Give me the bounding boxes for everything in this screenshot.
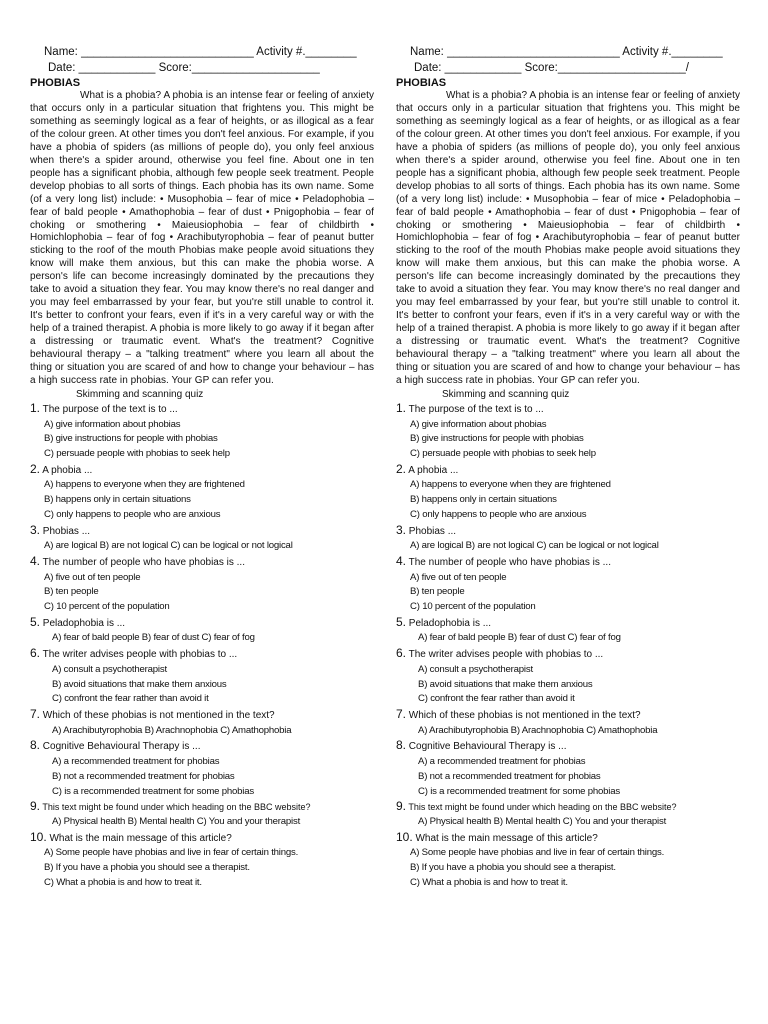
quiz-option: A) fear of bald people B) fear of dust C) fear of fog <box>418 632 621 644</box>
question-number: 2. <box>396 461 407 476</box>
quiz-option: A) give information about phobias <box>44 418 181 430</box>
question-text: Cognitive Behavioural Therapy is ... <box>42 741 201 753</box>
quiz-option: A) consult a psychotherapist <box>418 663 533 675</box>
quiz-question <box>396 523 740 540</box>
name-activity-line: Name: ___________________________ Activity #.________ <box>410 46 723 58</box>
quiz-question <box>396 646 740 663</box>
quiz-question <box>30 554 374 571</box>
question-number: 5. <box>30 614 41 629</box>
quiz-title: Skimming and scanning quiz <box>442 388 570 400</box>
quiz-option: C) 10 percent of the population <box>44 601 170 613</box>
question-number: 6. <box>30 646 41 661</box>
quiz-question <box>396 615 740 632</box>
quiz-question <box>30 799 374 815</box>
question-text: Which of these phobias is not mentioned in the text? <box>42 709 275 721</box>
page-title: PHOBIAS <box>30 77 81 89</box>
quiz-option: C) is a recommended treatment for some phobias <box>52 785 254 797</box>
date-score-line: Date: ____________ Score:____________________/ <box>414 62 689 74</box>
question-text: Which of these phobias is not mentioned in the text? <box>408 709 641 721</box>
worksheet-left <box>30 44 374 890</box>
question-text: This text might be found under which heading on the BBC website? <box>42 802 311 813</box>
question-text: The number of people who have phobias is ... <box>408 556 611 568</box>
question-text: Phobias ... <box>408 525 457 537</box>
question-text: What is the main message of this article? <box>415 832 598 844</box>
question-number: 1. <box>30 400 41 415</box>
passage: What is a phobia? A phobia is an intense fear or feeling of anxiety that occurs only in a particular situation that frightens you. This might be something as seemingly logical as a fear of heights, or as illogical as a fear of the colour green. At other times you don't feel anxious. For example, if you have a phobia of spiders (as millions of people do), you only feel anxious when there's a spider around, otherwise you feel fine. About one in ten people has a significant phobia, although few people seek treatment. People develop phobias to all sorts of things. Each phobia has its own name. Some (of a very long list) include: • Musophobia – fear of mice • Peladophobia – fear of bald people • Amathophobia – fear of dust • Pnigophobia – fear of choking or smothering • Maieusiophobia – fear of childbirth • Homichlophobia – fear of fog • Arachibutyrophobia – fear of peanut butter sticking to the roof of the mouth Phobias make people avoid situations they know will make them anxious, but this can make the phobia worse. A person's life can become increasingly dominated by the precautions they take to avoid a situation they fear. You may know there's no real danger and you may feel embarrassed by your fear, but you're still unable to control it. It's better to confront your fears, even if it's in a very careful way or with the help of a trained therapist. A phobia is more likely to go away if it began after a distressing or traumatic event. What's the treatment? Cognitive behavioural therapy – a "talking treatment" where you learn all about the thing or situation you are scared of and how to change your behaviour – has a high success rate in phobias. Your GP can refer you. <box>396 90 740 386</box>
quiz-option: B) If you have a phobia you should see a therapist. <box>44 862 250 874</box>
quiz-option: C) confront the fear rather than avoid it <box>52 693 209 705</box>
quiz-option: B) If you have a phobia you should see a therapist. <box>410 862 616 874</box>
question-text: This text might be found under which heading on the BBC website? <box>408 802 677 813</box>
question-text: Cognitive Behavioural Therapy is ... <box>408 741 567 753</box>
passage: What is a phobia? A phobia is an intense fear or feeling of anxiety that occurs only in a particular situation that frightens you. This might be something as seemingly logical as a fear of heights, or as illogical as a fear of the colour green. At other times you don't feel anxious. For example, if you have a phobia of spiders (as millions of people do), you only feel anxious when there's a spider around, otherwise you feel fine. About one in ten people has a significant phobia, although few people seek treatment. People develop phobias to all sorts of things. Each phobia has its own name. Some (of a very long list) include: • Musophobia – fear of mice • Peladophobia – fear of bald people • Amathophobia – fear of dust • Pnigophobia – fear of choking or smothering • Maieusiophobia – fear of childbirth • Homichlophobia – fear of fog • Arachibutyrophobia – fear of peanut butter sticking to the roof of the mouth Phobias make people avoid situations they know will make them anxious, but this can make the phobia worse. A person's life can become increasingly dominated by the precautions they take to avoid a situation they fear. You may know there's no real danger and you may feel embarrassed by your fear, but you're still unable to control it. It's better to confront your fears, even if it's in a very careful way or with the help of a trained therapist. A phobia is more likely to go away if it began after a distressing or traumatic event. What's the treatment? Cognitive behavioural therapy – a "talking treatment" where you learn all about the thing or situation you are scared of and how to change your behaviour – has a high success rate in phobias. Your GP can refer you. <box>30 90 374 386</box>
date-score-line: Date: ____________ Score:____________________ <box>48 62 320 74</box>
quiz-option: A) happens to everyone when they are frightened <box>410 479 611 491</box>
question-number: 9. <box>30 799 41 814</box>
question-text: The writer advises people with phobias to ... <box>42 649 238 661</box>
question-text: Peladophobia is ... <box>42 617 126 629</box>
quiz-question <box>30 738 374 755</box>
quiz-option: C) confront the fear rather than avoid it <box>418 693 575 705</box>
quiz-option: C) only happens to people who are anxious <box>410 508 587 520</box>
quiz-option: A) Arachibutyrophobia B) Arachnophobia C) Amathophobia <box>52 724 292 736</box>
quiz-question <box>30 615 374 632</box>
quiz-option: A) are logical B) are not logical C) can be logical or not logical <box>410 540 659 552</box>
quiz-option: C) 10 percent of the population <box>410 601 536 613</box>
quiz-option: C) What a phobia is and how to treat it. <box>44 876 202 888</box>
question-number: 6. <box>396 646 407 661</box>
question-number: 9. <box>396 799 407 814</box>
question-number: 3. <box>30 522 41 537</box>
quiz-option: A) Physical health B) Mental health C) You and your therapist <box>418 815 667 827</box>
question-text: The number of people who have phobias is ... <box>42 556 245 568</box>
question-text: The purpose of the text is to ... <box>42 403 178 415</box>
question-number: 8. <box>396 738 407 753</box>
question-text: Peladophobia is ... <box>408 617 492 629</box>
quiz-option: C) persuade people with phobias to seek help <box>44 448 230 460</box>
quiz-question <box>396 401 740 418</box>
quiz-option: A) consult a psychotherapist <box>52 663 167 675</box>
quiz-option: B) not a recommended treatment for phobias <box>52 770 235 782</box>
quiz-question <box>396 707 740 724</box>
quiz-question <box>396 554 740 571</box>
quiz-option: A) Physical health B) Mental health C) You and your therapist <box>52 815 301 827</box>
quiz-option: A) Some people have phobias and live in fear of certain things. <box>410 847 665 859</box>
quiz-question <box>396 462 740 479</box>
quiz-option: A) are logical B) are not logical C) can be logical or not logical <box>44 540 293 552</box>
quiz-option: B) ten people <box>44 586 99 598</box>
quiz-option: A) a recommended treatment for phobias <box>52 756 220 768</box>
quiz-question <box>30 523 374 540</box>
quiz-option: A) happens to everyone when they are frightened <box>44 479 245 491</box>
question-number: 4. <box>30 553 41 568</box>
quiz-option: A) a recommended treatment for phobias <box>418 756 586 768</box>
quiz-option: B) ten people <box>410 586 465 598</box>
quiz-option: A) fear of bald people B) fear of dust C) fear of fog <box>52 632 255 644</box>
quiz-option: A) Some people have phobias and live in fear of certain things. <box>44 847 299 859</box>
question-number: 1. <box>396 400 407 415</box>
worksheet-right <box>396 44 740 890</box>
question-number: 4. <box>396 553 407 568</box>
quiz-option: B) happens only in certain situations <box>410 494 557 506</box>
question-number: 8. <box>30 738 41 753</box>
question-number: 7. <box>30 706 41 721</box>
quiz-question <box>30 401 374 418</box>
name-activity-line: Name: ___________________________ Activity #.________ <box>44 46 357 58</box>
question-text: A phobia ... <box>408 464 459 476</box>
question-number: 3. <box>396 522 407 537</box>
quiz-list <box>30 401 374 891</box>
quiz-option: C) only happens to people who are anxious <box>44 508 221 520</box>
question-text: A phobia ... <box>42 464 93 476</box>
question-number: 7. <box>396 706 407 721</box>
quiz-question <box>30 830 374 847</box>
quiz-option: A) five out of ten people <box>44 571 141 583</box>
quiz-option: A) Arachibutyrophobia B) Arachnophobia C) Amathophobia <box>418 724 658 736</box>
quiz-option: B) give instructions for people with phobias <box>410 433 584 445</box>
quiz-option: C) What a phobia is and how to treat it. <box>410 876 568 888</box>
quiz-option: A) five out of ten people <box>410 571 507 583</box>
quiz-question <box>396 830 740 847</box>
quiz-question <box>30 646 374 663</box>
quiz-option: B) not a recommended treatment for phobias <box>418 770 601 782</box>
quiz-option: C) persuade people with phobias to seek help <box>410 448 596 460</box>
quiz-option: C) is a recommended treatment for some phobias <box>418 785 620 797</box>
quiz-option: B) avoid situations that make them anxious <box>418 678 593 690</box>
quiz-option: B) give instructions for people with phobias <box>44 433 218 445</box>
question-number: 5. <box>396 614 407 629</box>
quiz-question <box>396 799 740 815</box>
question-text: Phobias ... <box>42 525 91 537</box>
question-number: 2. <box>30 461 41 476</box>
quiz-question <box>396 738 740 755</box>
quiz-option: A) give information about phobias <box>410 418 547 430</box>
quiz-title: Skimming and scanning quiz <box>76 388 204 400</box>
question-text: What is the main message of this article? <box>49 832 232 844</box>
quiz-question <box>30 462 374 479</box>
quiz-option: B) avoid situations that make them anxious <box>52 678 227 690</box>
quiz-list <box>396 401 740 891</box>
quiz-question <box>30 707 374 724</box>
question-number: 10. <box>30 829 47 844</box>
question-text: The writer advises people with phobias to ... <box>408 649 604 661</box>
quiz-option: B) happens only in certain situations <box>44 494 191 506</box>
question-text: The purpose of the text is to ... <box>408 403 544 415</box>
question-number: 10. <box>396 829 413 844</box>
page-title: PHOBIAS <box>396 77 447 89</box>
